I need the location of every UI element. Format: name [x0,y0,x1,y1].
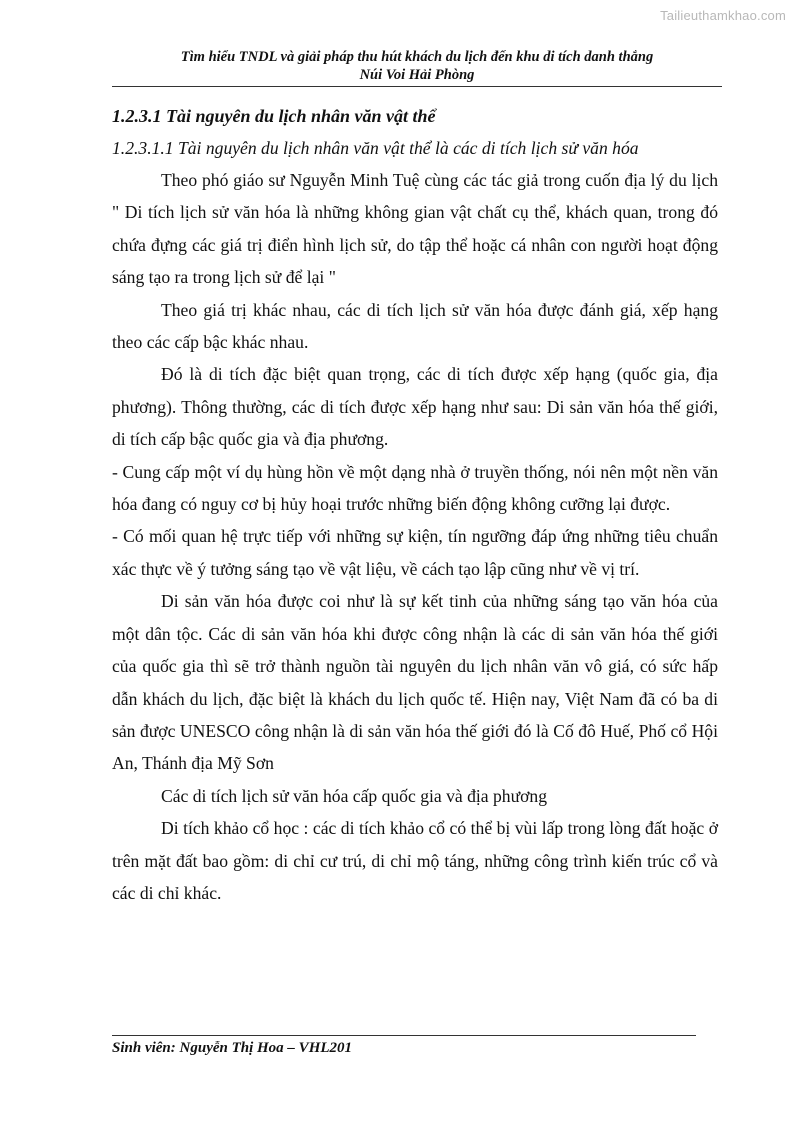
running-footer: Sinh viên: Nguyễn Thị Hoa – VHL201 [112,1040,353,1056]
header-divider [112,86,722,87]
paragraph-5: Các di tích lịch sử văn hóa cấp quốc gia và địa phương [161,785,548,806]
footer-divider [112,1035,696,1036]
page-body [112,104,718,909]
paragraph-1: Theo phó giáo sư Nguyễn Minh Tuệ cùng các tác giả trong cuốn địa lý du lịch " Di tích lịch sử văn hóa là những không gian vật chất cụ thể, khách quan, trong đó chứa đựng các giá trị điển hình lịch sử, do tập thể hoặc cá nhân con người hoạt động sáng tạo ra trong lịch sử để lại " [112,170,718,288]
header-line-1: Tìm hiểu TNDL và giải pháp thu hút khách du lịch đến khu di tích danh thắng [180,49,654,65]
paragraph-3: Đó là di tích đặc biệt quan trọng, các di tích được xếp hạng (quốc gia, địa phương). Thông thường, các di tích được xếp hạng như sau: Di sản văn hóa thế giới, di tích cấp bậc quốc gia và địa phương. [112,364,718,450]
paragraph-4: Di sản văn hóa được coi như là sự kết tinh của những sáng tạo văn hóa của một dân tộc. Các di sản văn hóa khi được công nhận là các di sản văn hóa thế giới của quốc gia thì sẽ trở thành nguồn tài nguyên du lịch nhân văn vô giá, có sức hấp dẫn khách du lịch, đặc biệt là khách du lịch quốc tế. Hiện nay, Việt Nam đã có ba di sản được UNESCO công nhận là di sản văn hóa thế giới đó là Cố đô Huế, Phố cổ Hội An, Thánh địa Mỹ Sơn [112,591,718,774]
paragraph-6: Di tích khảo cổ học : các di tích khảo cổ có thể bị vùi lấp trong lòng đất hoặc ở trên mặt đất bao gồm: di chỉ cư trú, di chỉ mộ táng, những công trình kiến trúc cổ và các di chỉ khác. [112,818,718,903]
bullet-item-1: - Cung cấp một ví dụ hùng hồn về một dạng nhà ở truyền thống, nói nên một nền văn hóa đang có nguy cơ bị hủy hoại trước những biến động không cưỡng lại được. [112,461,718,515]
watermark: Tailieuthamkhao.com [660,8,786,23]
header-line-2: Núi Voi Hải Phòng [359,67,475,83]
paragraph-2: Theo giá trị khác nhau, các di tích lịch sử văn hóa được đánh giá, xếp hạng theo các cấp bậc khác nhau. [112,299,718,353]
running-header [112,48,722,84]
subsection-heading: 1.2.3.1.1 Tài nguyên du lịch nhân văn vật thể là các di tích lịch sử văn hóa [112,138,639,158]
section-heading: 1.2.3.1 Tài nguyên du lịch nhân văn vật thể [112,106,436,126]
bullet-item-2: - Có mối quan hệ trực tiếp với những sự kiện, tín ngưỡng đáp ứng những tiêu chuẩn xác thực về ý tưởng sáng tạo về vật liệu, về cách tạo lập cũng như về vị trí. [112,526,718,579]
